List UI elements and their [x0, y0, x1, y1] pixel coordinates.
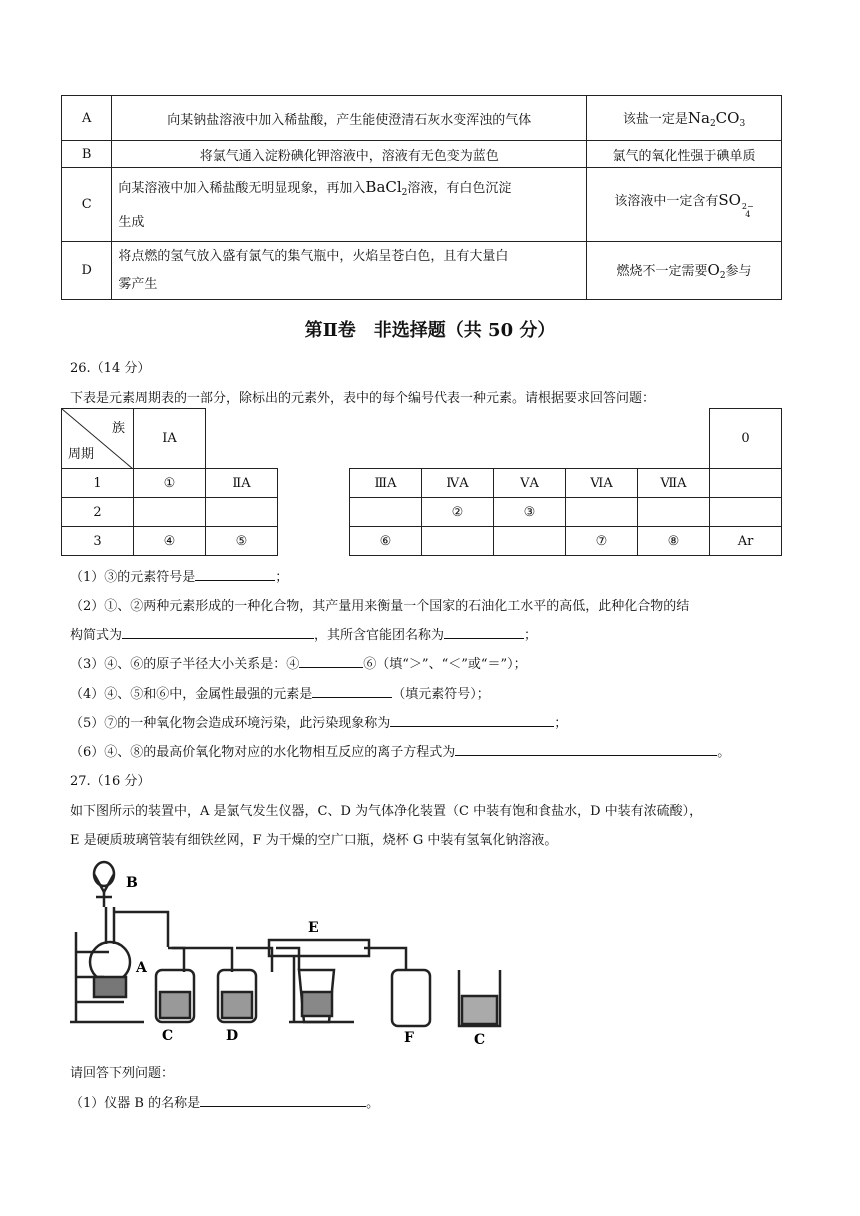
- answer-blank[interactable]: [390, 713, 554, 727]
- answer-blank[interactable]: [200, 1093, 366, 1107]
- element-cell: ②: [422, 498, 494, 527]
- group-ia-cell: ⅠA: [134, 409, 206, 469]
- row-description: 向某溶液中加入稀盐酸无明显现象，再加入BaCl$_2$溶液，有白色沉淀 生成: [112, 168, 587, 242]
- period-label: 周期: [68, 447, 95, 462]
- q27-part1: （1）仪器 B 的名称是 。: [70, 1092, 379, 1111]
- table-row: [62, 469, 782, 498]
- answer-blank[interactable]: [444, 625, 524, 639]
- row-letter: D: [62, 242, 112, 300]
- row-conclusion: 该盐一定是$Na_2CO_3$: [587, 96, 782, 141]
- row-conclusion: 该溶液中一定含有SO 2− 4: [587, 168, 782, 242]
- element-cell: ⑤: [206, 527, 278, 556]
- element-cell: ④: [134, 527, 206, 556]
- periodic-table: [61, 408, 782, 556]
- period-cell: 1: [62, 469, 134, 498]
- label-e: E: [308, 920, 319, 936]
- table-row: [62, 96, 782, 141]
- element-cell: ③: [494, 498, 566, 527]
- row-description: 将氯气通入淀粉碘化钾溶液中，溶液有无色变为蓝色: [112, 141, 587, 168]
- table-row: [62, 141, 782, 168]
- group-0-cell: 0: [710, 409, 782, 469]
- table-row: [62, 409, 782, 469]
- group-cell: ⅢA: [350, 469, 422, 498]
- q26-part6: （6）④、⑧的最高价氧化物对应的水化物相互反应的离子方程式为 。: [70, 741, 730, 760]
- row-conclusion: 燃烧不一定需要$O_2$参与: [587, 242, 782, 300]
- q26-part2-line2: 构简式为 ，其所含官能团名称为 ；: [70, 624, 537, 643]
- row-letter: C: [62, 168, 112, 242]
- answer-blank[interactable]: [312, 684, 392, 698]
- element-cell: ⑦: [566, 527, 638, 556]
- group-cell: ⅦA: [638, 469, 710, 498]
- q26-part3: （3）④、⑥的原子半径大小关系是：④ ⑥（填“＞”、“＜”或“＝”）；: [70, 653, 527, 672]
- element-cell: Ar: [710, 527, 782, 556]
- label-d: D: [226, 1028, 239, 1044]
- period-cell: 3: [62, 527, 134, 556]
- row-description: 向某钠盐溶液中加入稀盐酸，产生能使澄清石灰水变浑浊的气体: [112, 96, 587, 141]
- q26-part1: （1）③的元素符号是 ；: [70, 566, 288, 585]
- q26-part5: （5）⑦的一种氧化物会造成环境污染，此污染现象称为 ；: [70, 712, 567, 731]
- element-cell: ⑧: [638, 527, 710, 556]
- table-row: [62, 242, 782, 300]
- label-a: A: [136, 960, 147, 976]
- label-c: C: [162, 1028, 174, 1044]
- group-cell: ⅤA: [494, 469, 566, 498]
- q26-part4: （4）④、⑤和⑥中，金属性最强的元素是 （填元素符号）；: [70, 683, 490, 702]
- label-f: F: [404, 1030, 414, 1046]
- group-label: 族: [111, 421, 125, 436]
- table-corner-cell: [62, 409, 134, 469]
- section-title: 第Ⅱ卷 非选择题（共 50 分）: [304, 320, 556, 341]
- row-letter: A: [62, 96, 112, 141]
- group-cell: ⅣA: [422, 469, 494, 498]
- group-cell: ⅥA: [566, 469, 638, 498]
- period-cell: 2: [62, 498, 134, 527]
- table-row: [62, 527, 782, 556]
- label-b: B: [126, 875, 138, 891]
- element-cell: ⑥: [350, 527, 422, 556]
- question-27-desc1: 如下图所示的装置中，A 是氯气发生仪器，C、D 为气体净化装置（C 中装有饱和食盐水，D 中装有浓硫酸），: [70, 804, 703, 819]
- group-cell: ⅡA: [206, 469, 278, 498]
- question-26-header: 26.（14 分）: [70, 361, 151, 376]
- q27-ask: 请回答下列问题：: [70, 1066, 175, 1081]
- question-26-intro: 下表是元素周期表的一部分，除标出的元素外，表中的每个编号代表一种元素。请根据要求回答问题：: [70, 391, 656, 406]
- row-conclusion: 氯气的氧化性强于碘单质: [587, 141, 782, 168]
- element-cell: ①: [134, 469, 206, 498]
- row-description: 将点燃的氢气放入盛有氯气的集气瓶中，火焰呈苍白色，且有大量白 雾产生: [112, 242, 587, 300]
- answer-blank[interactable]: [195, 567, 275, 581]
- answer-blank[interactable]: [455, 742, 717, 756]
- q26-part2-line1: （2）①、②两种元素形成的一种化合物，其产量用来衡量一个国家的石油化工水平的高低，此种化合物的结: [70, 599, 690, 614]
- answer-blank[interactable]: [299, 654, 363, 668]
- row-letter: B: [62, 141, 112, 168]
- label-g: C: [474, 1032, 486, 1048]
- answer-blank[interactable]: [122, 625, 314, 639]
- table-row: [62, 168, 782, 242]
- question-27-desc2: E 是硬质玻璃管装有细铁丝网，F 为干燥的空广口瓶，烧杯 G 中装有氢氧化钠溶液。: [70, 833, 558, 848]
- experiment-table: [61, 95, 782, 300]
- question-27-header: 27.（16 分）: [70, 774, 151, 789]
- apparatus-diagram: [64, 852, 510, 1052]
- table-row: [62, 498, 782, 527]
- empty-cell: [710, 469, 782, 498]
